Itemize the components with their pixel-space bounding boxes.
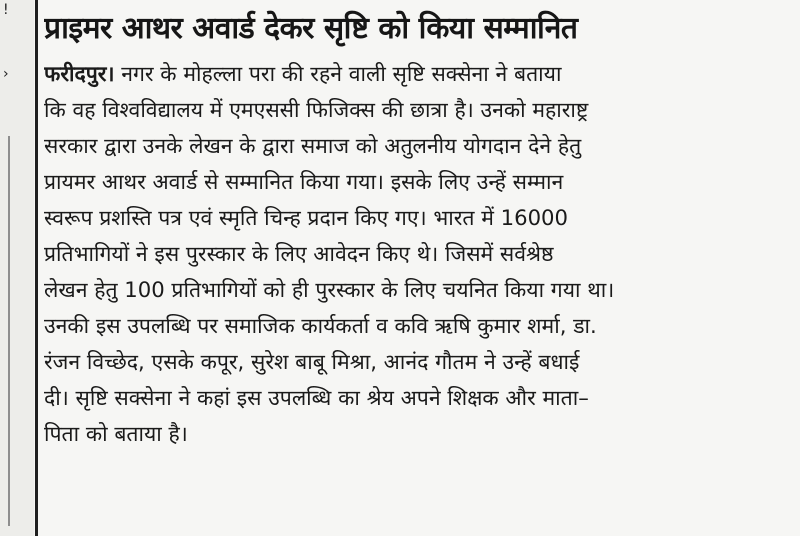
column-divider: [35, 0, 38, 536]
body-line: [44, 56, 796, 92]
body-line: स्वरूप प्रशस्ति पत्र एवं स्मृति चिन्ह प्रदान किए गए। भारत में 16000: [44, 205, 569, 230]
body-line: कि वह विश्वविद्यालय में एमएससी फिजिक्स की छात्रा है। उनको महाराष्ट्र: [44, 97, 589, 122]
body-line: प्रायमर आथर अवार्ड से सम्मानित किया गया। इसके लिए उन्हें सम्मान: [44, 169, 564, 194]
adjacent-column-mark: !: [3, 2, 9, 18]
body-line: लेखन हेतु 100 प्रतिभागियों को ही पुरस्कार के लिए चयनित किया गया था।: [44, 277, 615, 302]
body-line: दी। सृष्टि सक्सेना ने कहां इस उपलब्धि का श्रेय अपने शिक्षक और माता–: [44, 385, 589, 410]
adjacent-column-rule: [8, 136, 10, 526]
body-line: सरकार द्वारा उनके लेखन के द्वारा समाज को अतुलनीय योगदान देने हेतु: [44, 133, 582, 158]
article-body: [44, 56, 796, 452]
dateline: फरीदपुर।: [44, 61, 115, 86]
body-line: रंजन विच्छेद, एसके कपूर, सुरेश बाबू मिश्रा, आनंद गौतम ने उन्हें बधाई: [44, 349, 580, 374]
adjacent-column-mark: ›: [3, 66, 9, 82]
body-line-text: नगर के मोहल्ला परा की रहने वाली सृष्टि सक्सेना ने बताया: [114, 61, 562, 86]
body-line: पिता को बताया है।: [44, 421, 188, 446]
body-line: उनकी इस उपलब्धि पर समाजिक कार्यकर्ता व कवि ऋषि कुमार शर्मा, डा.: [44, 313, 597, 338]
headline: प्राइमर आथर अवार्ड देकर सृष्टि को किया सम्मानित: [44, 11, 578, 46]
body-line: प्रतिभागियों ने इस पुरस्कार के लिए आवेदन किए थे। जिसमें सर्वश्रेष्ठ: [44, 241, 554, 266]
news-article: [44, 0, 796, 536]
adjacent-column-strip: [0, 0, 34, 536]
